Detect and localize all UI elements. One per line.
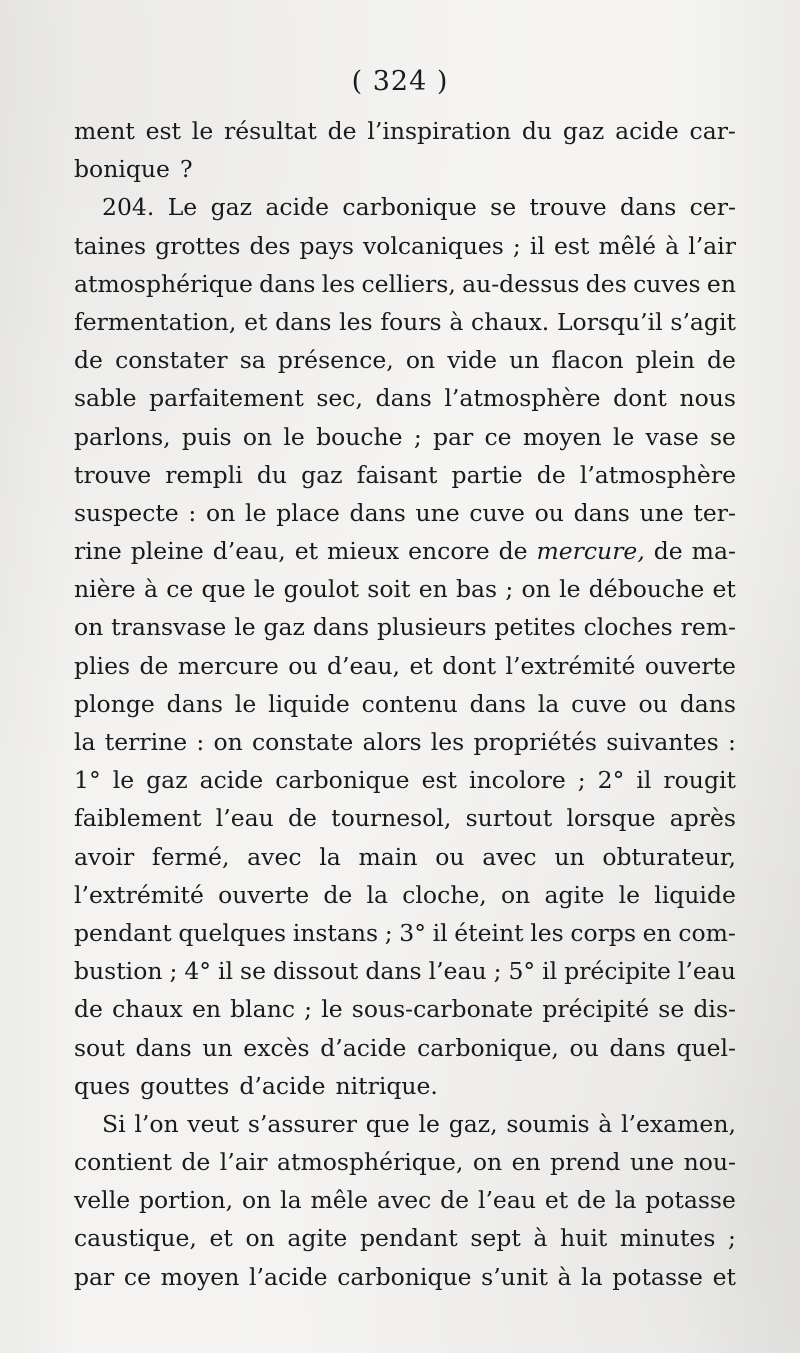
text-line: trouve rempli du gaz faisant partie de l’atmosphère: [74, 460, 736, 489]
text-line: par ce moyen l’acide carbonique s’unit à la potasse et: [74, 1262, 736, 1291]
body-text: [74, 112, 736, 1296]
text-line: sout dans un excès d’acide carbonique, ou dans quel-: [74, 1033, 736, 1062]
text-line: Si l’on veut s’assurer que le gaz, soumis à l’examen,: [102, 1109, 736, 1138]
text-line: contient de l’air atmosphérique, on en prend une nou-: [74, 1148, 736, 1177]
text-line: 204. Le gaz acide carbonique se trouve dans cer-: [102, 193, 736, 222]
text-line: velle portion, on la mêle avec de l’eau et de la potasse: [74, 1186, 736, 1215]
text-line: faiblement l’eau de tournesol, surtout lorsque après: [74, 804, 736, 833]
text-line: bonique ?: [74, 155, 193, 184]
text-line: 1° le gaz acide carbonique est incolore ; 2° il rougit: [74, 766, 736, 795]
text-line: atmosphérique dans les celliers, au-dessus des cuves en: [74, 269, 736, 298]
text-line: bustion ; 4° il se dissout dans l’eau ; 5° il précipite l’eau: [74, 957, 736, 986]
text-line: plonge dans le liquide contenu dans la cuve ou dans: [74, 689, 736, 718]
text-line: l’extrémité ouverte de la cloche, on agite le liquide: [74, 880, 736, 909]
text-line: ques gouttes d’acide nitrique.: [74, 1071, 438, 1100]
text-line: ment est le résultat de l’inspiration du gaz acide car-: [74, 117, 736, 145]
text-line: on transvase le gaz dans plusieurs petites cloches rem-: [74, 613, 736, 642]
text-line: sable parfaitement sec, dans l’atmosphère dont nous: [74, 384, 736, 413]
page-number-header: ( 324 ): [351, 66, 449, 97]
text-line: de chaux en blanc ; le sous-carbonate précipité se dis-: [74, 995, 736, 1024]
text-line: avoir fermé, avec la main ou avec un obturateur,: [74, 842, 736, 871]
text-line: parlons, puis on le bouche ; par ce moyen le vase se: [74, 422, 736, 451]
text-line: pendant quelques instans ; 3° il éteint les corps en com-: [74, 918, 736, 947]
text-line: caustique, et on agite pendant sept à huit minutes ;: [74, 1224, 736, 1253]
text-line: nière à ce que le goulot soit en bas ; on le débouche et: [74, 575, 736, 604]
text-line: suspecte : on le place dans une cuve ou dans une ter-: [74, 498, 736, 527]
text-line: taines grottes des pays volcaniques ; il est mêlé à l’air: [74, 231, 736, 260]
text-line: fermentation, et dans les fours à chaux. Lorsqu’il s’agit: [74, 307, 736, 336]
text-line: rine pleine d’eau, et mieux encore de mercure, de ma-: [74, 537, 736, 566]
text-line: plies de mercure ou d’eau, et dont l’extrémité ouverte: [74, 651, 736, 680]
text-line: de constater sa présence, on vide un flacon plein de: [74, 346, 736, 375]
text-line: la terrine : on constate alors les propriétés suivantes :: [74, 728, 736, 756]
